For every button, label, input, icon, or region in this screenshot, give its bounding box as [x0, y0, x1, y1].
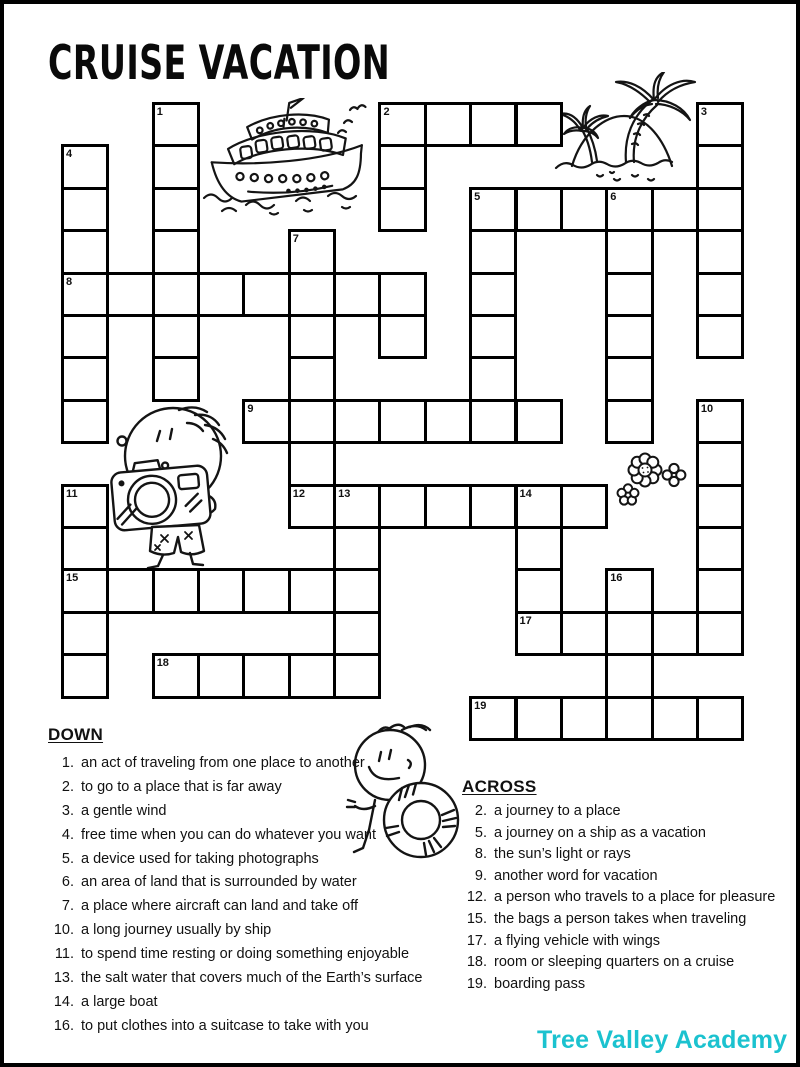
cell-number: 5 — [474, 190, 481, 203]
grid-cell[interactable] — [288, 356, 336, 401]
clue-number: 4. — [61, 826, 74, 843]
grid-cell[interactable] — [378, 144, 426, 189]
across-clue-list — [455, 804, 775, 992]
grid-cell[interactable] — [696, 526, 744, 571]
grid-cell[interactable] — [696, 696, 744, 741]
cell-number: 16 — [610, 572, 623, 585]
grid-cell[interactable] — [469, 399, 517, 444]
grid-cell[interactable] — [424, 102, 472, 147]
grid-cell[interactable] — [333, 653, 381, 698]
down-heading: DOWN — [48, 725, 104, 744]
grid-cell[interactable] — [424, 399, 472, 444]
grid-cell[interactable] — [696, 102, 744, 147]
grid-cell[interactable] — [515, 102, 563, 147]
clue-text: the salt water that covers much of the Earth’s surface — [81, 970, 423, 987]
grid-cell[interactable] — [378, 272, 426, 317]
clue-number: 12. — [466, 889, 487, 906]
grid-cell[interactable] — [560, 484, 608, 529]
grid-cell[interactable] — [605, 696, 653, 741]
clue-number: 5. — [474, 824, 487, 841]
grid-cell[interactable] — [696, 314, 744, 359]
grid-cell[interactable] — [605, 611, 653, 656]
clue-text: to put clothes into a suitcase to take with you — [81, 1017, 369, 1034]
clue-item — [455, 890, 775, 905]
grid-cell[interactable] — [515, 484, 563, 529]
grid-cell[interactable] — [560, 187, 608, 232]
grid-cell[interactable] — [197, 653, 245, 698]
grid-cell[interactable] — [515, 696, 563, 741]
grid-cell[interactable] — [378, 399, 426, 444]
cell-number: 2 — [383, 106, 390, 118]
grid-cell[interactable] — [242, 653, 290, 698]
clue-number: 14. — [53, 993, 74, 1010]
grid-cell[interactable] — [605, 187, 653, 232]
clue-number: 3. — [61, 802, 74, 819]
clue-number: 15. — [466, 910, 487, 927]
grid-cell[interactable] — [469, 102, 517, 147]
clue-text: another word for vacation — [494, 867, 658, 884]
grid-cell[interactable] — [378, 102, 426, 147]
flowers-illustration — [612, 448, 692, 506]
clue-item — [40, 780, 422, 795]
clue-item — [40, 1019, 422, 1034]
clue-item — [40, 756, 422, 771]
grid-cell[interactable] — [515, 399, 563, 444]
clue-item — [455, 804, 775, 819]
grid-cell[interactable] — [605, 568, 653, 613]
cell-number: 19 — [474, 699, 487, 712]
across-heading: ACROSS — [462, 777, 537, 796]
cell-number: 18 — [156, 657, 169, 670]
grid-cell[interactable] — [333, 611, 381, 656]
cruise-ship-illustration — [200, 98, 400, 216]
grid-cell[interactable] — [288, 272, 336, 317]
grid-cell[interactable] — [560, 611, 608, 656]
grid-cell[interactable] — [696, 144, 744, 189]
grid-cell[interactable] — [696, 229, 744, 274]
grid-cell[interactable] — [696, 611, 744, 656]
grid-cell[interactable] — [288, 568, 336, 613]
down-clues-section — [40, 725, 422, 1043]
grid-cell[interactable] — [515, 187, 563, 232]
grid-cell[interactable] — [651, 187, 699, 232]
grid-cell[interactable] — [61, 653, 109, 698]
clue-text: a device used for taking photographs — [81, 850, 319, 867]
clue-text: free time when you can do whatever you want — [81, 826, 376, 843]
clue-number: 11. — [54, 946, 74, 963]
clue-item — [40, 899, 422, 914]
grid-cell[interactable] — [424, 484, 472, 529]
grid-cell[interactable] — [288, 484, 336, 529]
clue-number: 5. — [61, 850, 74, 867]
grid-cell[interactable] — [469, 356, 517, 401]
grid-cell[interactable] — [605, 314, 653, 359]
clue-item — [455, 934, 775, 949]
grid-cell[interactable] — [152, 653, 200, 698]
clue-text: a place where aircraft can land and take off — [81, 898, 359, 915]
grid-cell[interactable] — [61, 484, 109, 529]
grid-cell[interactable] — [515, 611, 563, 656]
grid-cell[interactable] — [152, 144, 200, 189]
clue-text: a gentle wind — [81, 802, 167, 819]
kid-with-camera-illustration — [103, 403, 238, 571]
grid-cell[interactable] — [605, 272, 653, 317]
grid-cell[interactable] — [152, 229, 200, 274]
grid-cell[interactable] — [61, 272, 109, 317]
clue-item — [40, 971, 422, 986]
grid-cell[interactable] — [696, 187, 744, 232]
cell-number: 7 — [292, 233, 299, 246]
grid-cell[interactable] — [651, 696, 699, 741]
grid-cell[interactable] — [696, 484, 744, 529]
grid-cell[interactable] — [242, 568, 290, 613]
cell-number: 13 — [338, 487, 351, 500]
clue-number: 2. — [474, 803, 487, 819]
clue-text: to spend time resting or doing something enjoyable — [81, 946, 410, 963]
grid-cell[interactable] — [515, 568, 563, 613]
clue-number: 13. — [53, 970, 74, 987]
clue-number: 7. — [61, 898, 74, 915]
clue-item — [40, 995, 422, 1010]
cell-number: 11 — [66, 487, 78, 500]
grid-cell[interactable] — [152, 102, 200, 147]
grid-cell[interactable] — [696, 272, 744, 317]
grid-cell[interactable] — [333, 568, 381, 613]
grid-cell[interactable] — [61, 187, 109, 232]
grid-cell[interactable] — [696, 441, 744, 486]
grid-cell[interactable] — [378, 314, 426, 359]
grid-cell[interactable] — [152, 568, 200, 613]
grid-cell[interactable] — [152, 356, 200, 401]
clue-text: room or sleeping quarters on a cruise — [494, 954, 735, 971]
cell-number: 1 — [156, 106, 163, 118]
cell-number: 3 — [700, 106, 708, 118]
clue-item — [40, 804, 422, 819]
clue-text: to go to a place that is far away — [81, 778, 282, 795]
clue-text: a person who travels to a place for pleasure — [494, 889, 776, 906]
grid-cell[interactable] — [469, 229, 517, 274]
clue-number: 6. — [61, 874, 74, 891]
grid-cell[interactable] — [605, 399, 653, 444]
grid-cell[interactable] — [515, 526, 563, 571]
across-clues-section — [455, 777, 775, 998]
grid-cell[interactable] — [61, 611, 109, 656]
clue-text: a journey on a ship as a vacation — [494, 824, 706, 841]
clue-item — [455, 826, 775, 841]
clue-text: boarding pass — [494, 975, 586, 992]
clue-number: 16. — [53, 1017, 74, 1034]
cell-number: 12 — [292, 487, 305, 500]
grid-cell[interactable] — [106, 272, 154, 317]
cell-number: 4 — [66, 148, 73, 161]
clue-text: an act of traveling from one place to another — [81, 755, 365, 771]
clue-item — [455, 955, 775, 970]
grid-cell[interactable] — [469, 272, 517, 317]
grid-cell[interactable] — [197, 568, 245, 613]
birds-icon — [338, 105, 366, 133]
grid-cell[interactable] — [469, 314, 517, 359]
clue-item — [455, 977, 775, 992]
grid-cell[interactable] — [605, 229, 653, 274]
grid-cell[interactable] — [61, 568, 109, 613]
grid-cell[interactable] — [378, 484, 426, 529]
clue-item — [40, 923, 422, 938]
clue-text: a flying vehicle with wings — [494, 932, 661, 949]
clue-number: 19. — [466, 975, 487, 992]
grid-cell[interactable] — [651, 611, 699, 656]
cell-number: 17 — [519, 614, 532, 627]
clue-number: 9. — [474, 867, 487, 884]
clue-text: a journey to a place — [494, 803, 621, 819]
clue-text: an area of land that is surrounded by water — [81, 874, 357, 891]
grid-cell[interactable] — [197, 272, 245, 317]
clue-item — [40, 875, 422, 890]
grid-cell[interactable] — [61, 144, 109, 189]
grid-cell[interactable] — [288, 314, 336, 359]
clue-number: 10. — [53, 922, 74, 939]
grid-cell[interactable] — [333, 484, 381, 529]
page-title: CRUISE VACATION — [48, 36, 391, 91]
grid-cell[interactable] — [61, 229, 109, 274]
grid-cell[interactable] — [605, 356, 653, 401]
grid-cell[interactable] — [560, 696, 608, 741]
grid-cell[interactable] — [333, 526, 381, 571]
grid-cell[interactable] — [61, 314, 109, 359]
clue-text: a long journey usually by ship — [81, 922, 272, 939]
grid-cell[interactable] — [333, 399, 381, 444]
clue-item — [40, 828, 422, 843]
down-clue-list — [40, 756, 422, 1034]
cell-number: 14 — [519, 487, 532, 500]
cell-number: 10 — [700, 402, 714, 415]
grid-cell[interactable] — [152, 272, 200, 317]
grid-cell[interactable] — [242, 399, 290, 444]
clue-text: the bags a person takes when traveling — [494, 910, 747, 927]
cell-number: 15 — [66, 572, 79, 585]
grid-cell[interactable] — [696, 568, 744, 613]
cell-number: 9 — [247, 402, 254, 415]
clue-number: 18. — [466, 954, 487, 971]
palm-island-illustration — [552, 72, 697, 182]
grid-cell[interactable] — [469, 187, 517, 232]
grid-cell[interactable] — [469, 484, 517, 529]
clue-text: the sun’s light or rays — [494, 846, 631, 863]
grid-cell[interactable] — [605, 653, 653, 698]
grid-cell[interactable] — [152, 314, 200, 359]
grid-cell[interactable] — [288, 653, 336, 698]
grid-cell[interactable] — [106, 568, 154, 613]
clue-number: 2. — [61, 778, 74, 795]
grid-cell[interactable] — [378, 187, 426, 232]
grid-cell[interactable] — [333, 272, 381, 317]
grid-cell[interactable] — [288, 229, 336, 274]
grid-cell[interactable] — [288, 441, 336, 486]
grid-cell[interactable] — [288, 399, 336, 444]
clue-number: 17. — [466, 932, 487, 949]
cell-number: 6 — [610, 190, 617, 203]
grid-cell[interactable] — [696, 399, 744, 444]
clue-item — [455, 912, 775, 927]
grid-cell[interactable] — [61, 399, 109, 444]
clue-item — [40, 852, 422, 867]
site-credit: Tree Valley Academy — [537, 1026, 788, 1054]
grid-cell[interactable] — [61, 526, 109, 571]
grid-cell[interactable] — [61, 356, 109, 401]
grid-cell[interactable] — [469, 696, 517, 741]
clue-number: 1. — [61, 755, 74, 771]
cell-number: 8 — [66, 275, 73, 288]
grid-cell[interactable] — [242, 272, 290, 317]
clue-text: a large boat — [81, 993, 158, 1010]
clue-number: 8. — [474, 846, 487, 863]
grid-cell[interactable] — [152, 187, 200, 232]
clue-item — [40, 947, 422, 962]
clue-item — [455, 869, 775, 884]
clue-item — [455, 847, 775, 862]
